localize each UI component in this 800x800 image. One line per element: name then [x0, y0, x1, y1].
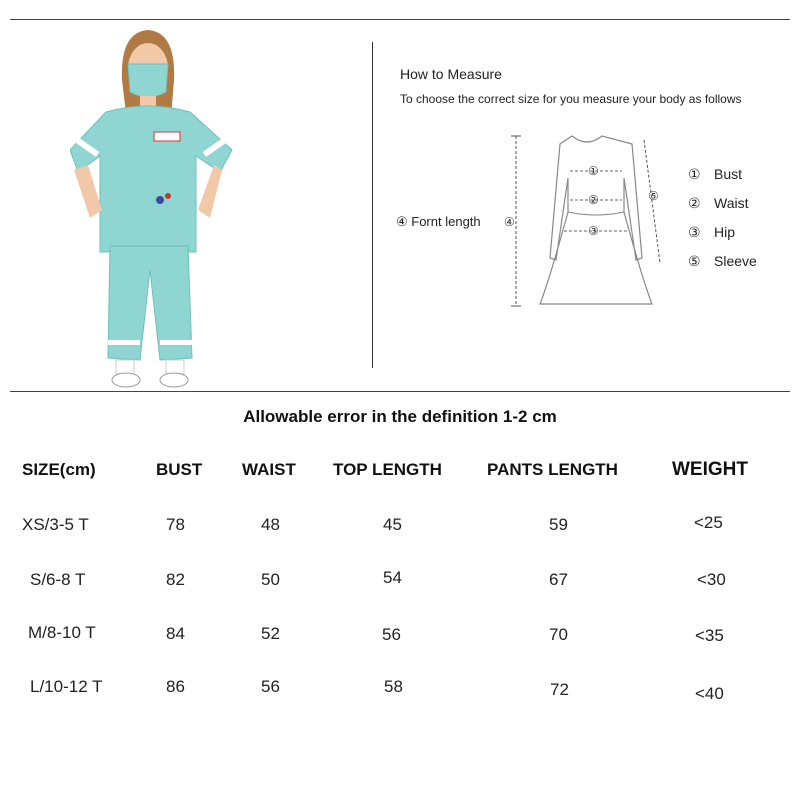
product-photo [70, 20, 280, 390]
cell-bust-s: 82 [166, 570, 185, 589]
cell-bust-l: 86 [166, 677, 185, 696]
cell-top-l: 58 [384, 677, 403, 696]
cell-size-m: M/8-10 T [28, 623, 96, 642]
cell-size-xs: XS/3-5 T [22, 515, 89, 534]
section-divider-vertical [372, 42, 373, 368]
paw-print [156, 196, 164, 204]
legend-item-hip: ③ Hip [688, 224, 736, 240]
shoe-right [160, 373, 188, 387]
legend-item-bust: ① Bust [688, 166, 743, 182]
arm-left [74, 165, 102, 218]
cell-bust-m: 84 [166, 624, 185, 643]
marker-5: ⑤ [648, 189, 659, 203]
marker-3: ③ [588, 224, 599, 238]
legend-item-sleeve: ⑤ Sleeve [688, 253, 757, 269]
pants-cuff-left [108, 340, 140, 345]
cell-size-l: L/10-12 T [30, 677, 103, 696]
header-waist: WAIST [242, 460, 296, 479]
pants-cuff-right [160, 340, 192, 345]
cell-top-xs: 45 [383, 515, 402, 534]
cell-bust-xs: 78 [166, 515, 185, 534]
tolerance-note: Allowable error in the definition 1-2 cm [243, 407, 557, 426]
marker-4: ④ [504, 215, 515, 229]
cell-waist-l: 56 [261, 677, 280, 696]
cell-pants-s: 67 [549, 570, 568, 589]
how-to-measure-subtitle: To choose the correct size for you measure your body as follows [400, 92, 742, 106]
dress-outline [540, 136, 652, 304]
measurement-diagram [392, 128, 692, 318]
sock-right [166, 360, 184, 374]
marker-1: ① [588, 164, 599, 178]
header-top-length: TOP LENGTH [333, 460, 442, 479]
paw-print-2 [165, 193, 171, 199]
name-badge [154, 132, 180, 141]
front-length-label: ④ Fornt length [396, 214, 481, 229]
surgical-mask [128, 64, 168, 97]
header-pants-length: PANTS LENGTH [487, 460, 618, 479]
how-to-measure-title: How to Measure [400, 66, 502, 82]
cell-weight-xs: <25 [694, 513, 723, 532]
cell-weight-m: <35 [695, 626, 724, 645]
header-weight: WEIGHT [672, 459, 748, 480]
cell-waist-m: 52 [261, 624, 280, 643]
cell-pants-l: 72 [550, 680, 569, 699]
cell-waist-s: 50 [261, 570, 280, 589]
shoe-left [112, 373, 140, 387]
measurement-legend [688, 160, 757, 276]
scrub-top [70, 106, 232, 252]
cell-pants-xs: 59 [549, 515, 568, 534]
cell-top-m: 56 [382, 625, 401, 644]
cell-weight-s: <30 [697, 570, 726, 589]
header-size: SIZE(cm) [22, 460, 96, 479]
marker-2: ② [588, 193, 599, 207]
header-bust: BUST [156, 460, 203, 479]
cell-size-s: S/6-8 T [30, 570, 86, 589]
cell-weight-l: <40 [695, 684, 724, 703]
sock-left [116, 360, 134, 374]
middle-divider [10, 391, 790, 392]
cell-waist-xs: 48 [261, 515, 280, 534]
arm-right [198, 165, 222, 218]
legend-item-waist: ② Waist [688, 195, 749, 211]
cell-top-s: 54 [383, 568, 402, 587]
cell-pants-m: 70 [549, 625, 568, 644]
